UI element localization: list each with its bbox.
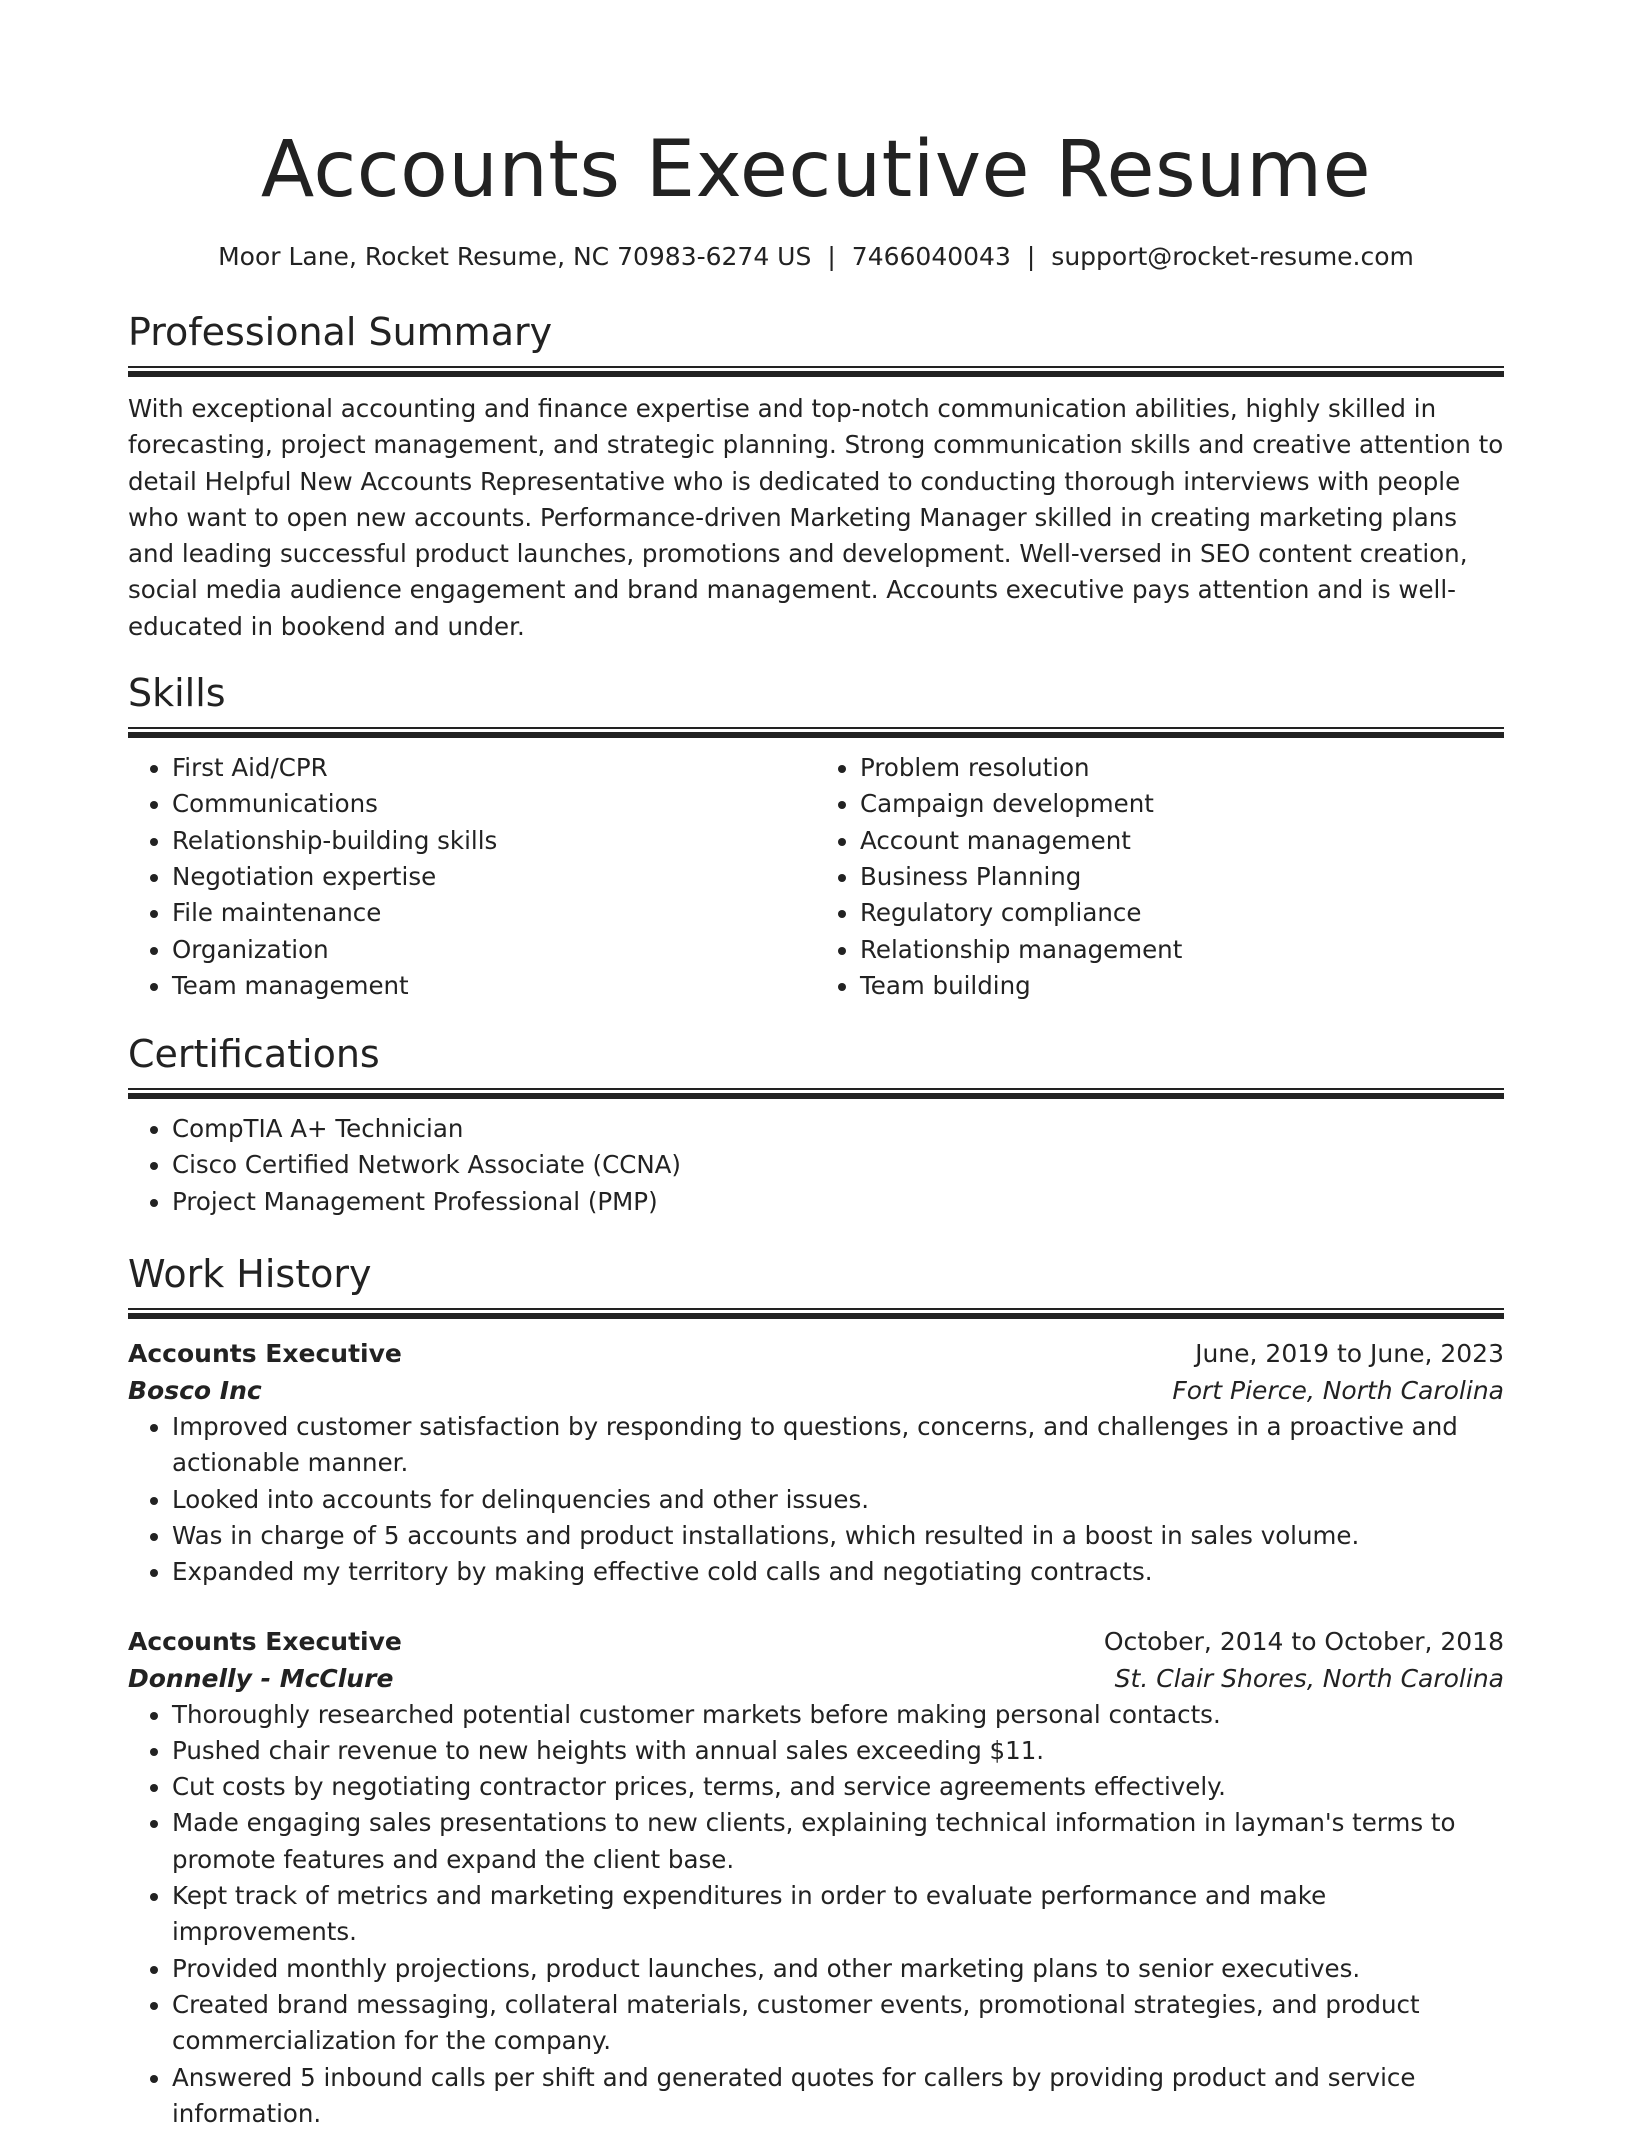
certification-item: • Project Management Professional (PMP) — [172, 1184, 1504, 1220]
work-history-heading: Work History — [128, 1250, 1504, 1298]
skill-item: • Team management — [172, 968, 816, 1004]
skill-item: • Business Planning — [860, 859, 1504, 895]
summary-text: With exceptional accounting and finance expertise and top-notch communication abilities, highly skilled in forecasting, project management, and strategic planning. Strong communication skills and creative attention to detail Helpful New Accounts Representative who is dedicated to conducting thorough interviews with people who want to open new accounts. Performance-driven Marketing Manager skilled in creating marketing plans and leading successful product launches, promotions and development. Well-versed in SEO content creation, social media audience engagement and brand management. Accounts executive pays attention and is well-educated in bookend and under. — [128, 391, 1504, 645]
job-bullets — [128, 1409, 1504, 1590]
resume-title: Accounts Executive Resume — [128, 0, 1504, 220]
job-bullet: • Expanded my territory by making effective cold calls and negotiating contracts. — [172, 1554, 1504, 1590]
job-bullet: • Cut costs by negotiating contractor prices, terms, and service agreements effectively. — [172, 1769, 1504, 1805]
job-bullet: • Provided monthly projections, product launches, and other marketing plans to senior executives. — [172, 1951, 1504, 1987]
skill-item: • Relationship-building skills — [172, 823, 816, 859]
skill-item: • Team building — [860, 968, 1504, 1004]
job-entry — [128, 1335, 1504, 1590]
contact-line — [128, 240, 1504, 274]
job-bullet: • Thoroughly researched potential customer markets before making personal contacts. — [172, 1697, 1504, 1733]
section-divider — [128, 366, 1504, 377]
skill-item: • Organization — [172, 932, 816, 968]
skill-item: • Campaign development — [860, 786, 1504, 822]
job-company: Bosco Inc — [128, 1372, 262, 1409]
job-header — [128, 1335, 1504, 1372]
job-dates: October, 2014 to October, 2018 — [1104, 1623, 1504, 1660]
summary-heading: Professional Summary — [128, 308, 1504, 356]
skill-item: • Communications — [172, 786, 816, 822]
contact-address: Moor Lane, Rocket Resume, NC 70983-6274 US — [218, 242, 811, 271]
job-bullet: • Answered 5 inbound calls per shift and generated quotes for callers by providing product and service information. — [172, 2060, 1504, 2132]
work-history-section — [128, 1250, 1504, 2132]
section-divider — [128, 727, 1504, 738]
certification-item: • Cisco Certified Network Associate (CCNA) — [172, 1147, 1504, 1183]
job-title: Accounts Executive — [128, 1335, 402, 1372]
section-divider — [128, 1088, 1504, 1099]
skills-list-left — [128, 750, 816, 1004]
certifications-heading: Certifications — [128, 1030, 1504, 1078]
skill-item: • Regulatory compliance — [860, 895, 1504, 931]
skill-item: • Account management — [860, 823, 1504, 859]
job-bullet: • Pushed chair revenue to new heights with annual sales exceeding $11. — [172, 1733, 1504, 1769]
summary-section — [128, 308, 1504, 645]
certification-item: • CompTIA A+ Technician — [172, 1111, 1504, 1147]
skills-list-right — [816, 750, 1504, 1004]
job-bullet: • Made engaging sales presentations to new clients, explaining technical information in layman's terms to promote features and expand the client base. — [172, 1805, 1504, 1878]
job-bullet: • Was in charge of 5 accounts and product installations, which resulted in a boost in sales volume. — [172, 1518, 1504, 1554]
contact-phone: 7466040043 — [852, 242, 1011, 271]
resume-page — [128, 0, 1504, 2132]
skills-section — [128, 669, 1504, 1004]
contact-separator: | — [1011, 242, 1051, 271]
skill-item: • File maintenance — [172, 895, 816, 931]
job-subheader — [128, 1660, 1504, 1697]
skill-item: • Problem resolution — [860, 750, 1504, 786]
skills-grid — [128, 750, 1504, 1004]
certifications-section — [128, 1030, 1504, 1220]
job-entry — [128, 1623, 1504, 2132]
job-header — [128, 1623, 1504, 1660]
skills-heading: Skills — [128, 669, 1504, 717]
skill-item: • Relationship management — [860, 932, 1504, 968]
job-bullets — [128, 1697, 1504, 2132]
contact-email: support@rocket-resume.com — [1051, 242, 1414, 271]
job-subheader — [128, 1372, 1504, 1409]
job-location: St. Clair Shores, North Carolina — [1115, 1660, 1504, 1697]
certifications-list — [128, 1111, 1504, 1220]
contact-separator: | — [811, 242, 851, 271]
job-company: Donnelly - McClure — [128, 1660, 393, 1697]
job-bullet: • Created brand messaging, collateral materials, customer events, promotional strategies, and product commercialization for the company. — [172, 1987, 1504, 2060]
job-dates: June, 2019 to June, 2023 — [1195, 1335, 1504, 1372]
skill-item: • Negotiation expertise — [172, 859, 816, 895]
job-bullet: • Kept track of metrics and marketing expenditures in order to evaluate performance and make improvements. — [172, 1878, 1504, 1951]
job-location: Fort Pierce, North Carolina — [1172, 1372, 1504, 1409]
skill-item: • First Aid/CPR — [172, 750, 816, 786]
job-bullet: • Improved customer satisfaction by responding to questions, concerns, and challenges in a proactive and actionable manner. — [172, 1409, 1504, 1482]
job-bullet: • Looked into accounts for delinquencies and other issues. — [172, 1482, 1504, 1518]
job-title: Accounts Executive — [128, 1623, 402, 1660]
section-divider — [128, 1308, 1504, 1319]
